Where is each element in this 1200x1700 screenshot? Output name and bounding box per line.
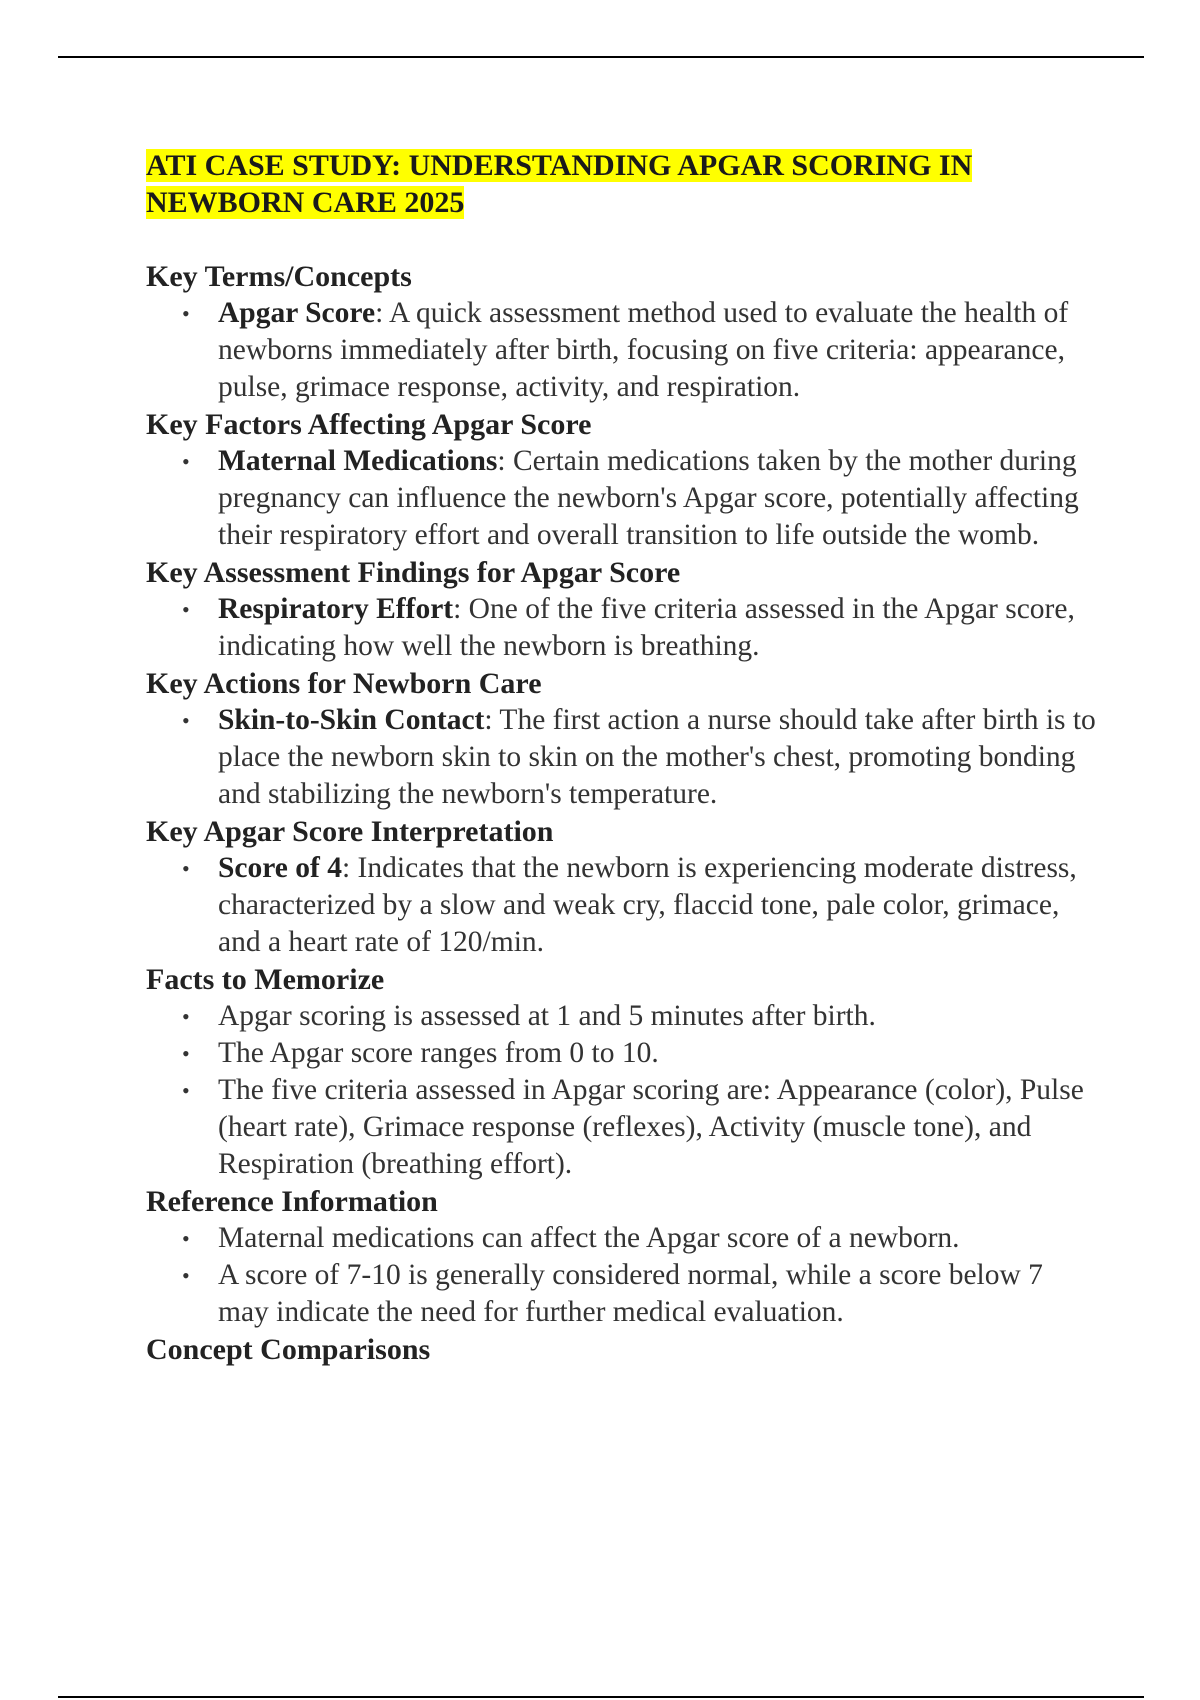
title-highlight: ATI CASE STUDY: UNDERSTANDING APGAR SCORING IN NEWBORN CARE 2025 xyxy=(146,149,973,219)
document-body xyxy=(146,147,1096,1368)
bullet-list xyxy=(146,295,1096,406)
term-label: Apgar Score xyxy=(218,297,376,329)
section xyxy=(146,1331,1096,1368)
list-item xyxy=(182,443,1096,554)
section-heading: Facts to Memorize xyxy=(146,963,385,996)
list-item xyxy=(182,850,1096,961)
bullet-icon: • xyxy=(182,597,190,622)
section-heading: Key Terms/Concepts xyxy=(146,260,412,293)
bullet-icon: • xyxy=(182,449,190,474)
bullet-list xyxy=(146,850,1096,961)
item-text: : Indicates that the newborn is experiencing moderate distress, characterized by a slow and weak cry, flaccid tone, pale color, grimace, and a heart rate of 120/min. xyxy=(218,852,1077,958)
bullet-icon: • xyxy=(182,1004,190,1029)
bullet-list xyxy=(146,702,1096,813)
section-heading: Key Apgar Score Interpretation xyxy=(146,815,554,848)
item-text: : Certain medications taken by the mother during pregnancy can influence the newborn's Apgar score, potentially affecting their respiratory effort and overall transition to life outside the womb. xyxy=(218,445,1079,551)
item-text: Apgar scoring is assessed at 1 and 5 minutes after birth. xyxy=(218,1000,876,1032)
item-text: The Apgar score ranges from 0 to 10. xyxy=(218,1037,659,1069)
list-item xyxy=(182,591,1096,665)
item-text: Maternal medications can affect the Apgar score of a newborn. xyxy=(218,1222,960,1254)
bullet-list xyxy=(146,591,1096,665)
list-item xyxy=(182,1072,1096,1183)
section-heading: Concept Comparisons xyxy=(146,1333,431,1366)
bullet-icon: • xyxy=(182,1226,190,1251)
list-item xyxy=(182,295,1096,406)
section xyxy=(146,1183,1096,1331)
bullet-list xyxy=(146,1220,1096,1331)
section xyxy=(146,554,1096,665)
document-title xyxy=(146,147,1096,221)
section xyxy=(146,258,1096,406)
term-label: Score of 4 xyxy=(218,852,342,884)
item-text: : The first action a nurse should take after birth is to place the newborn skin to skin on the mother's chest, promoting bonding and stabilizing the newborn's temperature. xyxy=(218,704,1096,810)
sections-container xyxy=(146,258,1096,1368)
list-item xyxy=(182,998,1096,1035)
list-item xyxy=(182,1257,1096,1331)
bullet-icon: • xyxy=(182,1263,190,1288)
top-rule xyxy=(58,56,1144,58)
section-heading: Key Actions for Newborn Care xyxy=(146,667,542,700)
bullet-list xyxy=(146,443,1096,554)
term-label: Maternal Medications xyxy=(218,445,498,477)
item-text: A score of 7-10 is generally considered normal, while a score below 7 may indicate the need for further medical evaluation. xyxy=(218,1259,1043,1328)
item-text: : One of the five criteria assessed in the Apgar score, indicating how well the newborn is breathing. xyxy=(218,593,1075,662)
section xyxy=(146,665,1096,813)
section-heading: Key Assessment Findings for Apgar Score xyxy=(146,556,681,589)
term-label: Skin-to-Skin Contact xyxy=(218,704,485,736)
bullet-icon: • xyxy=(182,301,190,326)
section xyxy=(146,813,1096,961)
bullet-icon: • xyxy=(182,856,190,881)
term-label: Respiratory Effort xyxy=(218,593,454,625)
bullet-icon: • xyxy=(182,1041,190,1066)
item-text: : A quick assessment method used to evaluate the health of newborns immediately after birth, focusing on five criteria: appearance, pulse, grimace response, activity, and respiration. xyxy=(218,297,1069,403)
section-heading: Reference Information xyxy=(146,1185,438,1218)
bullet-icon: • xyxy=(182,708,190,733)
section-heading: Key Factors Affecting Apgar Score xyxy=(146,408,592,441)
section xyxy=(146,406,1096,554)
bottom-rule xyxy=(58,1696,1144,1698)
item-text: The five criteria assessed in Apgar scoring are: Appearance (color), Pulse (heart rate), Grimace response (reflexes), Activity (muscle tone), and Respiration (breathing effort). xyxy=(218,1074,1084,1180)
bullet-list xyxy=(146,998,1096,1183)
bullet-icon: • xyxy=(182,1078,190,1103)
list-item xyxy=(182,702,1096,813)
list-item xyxy=(182,1220,1096,1257)
list-item xyxy=(182,1035,1096,1072)
section xyxy=(146,961,1096,1183)
